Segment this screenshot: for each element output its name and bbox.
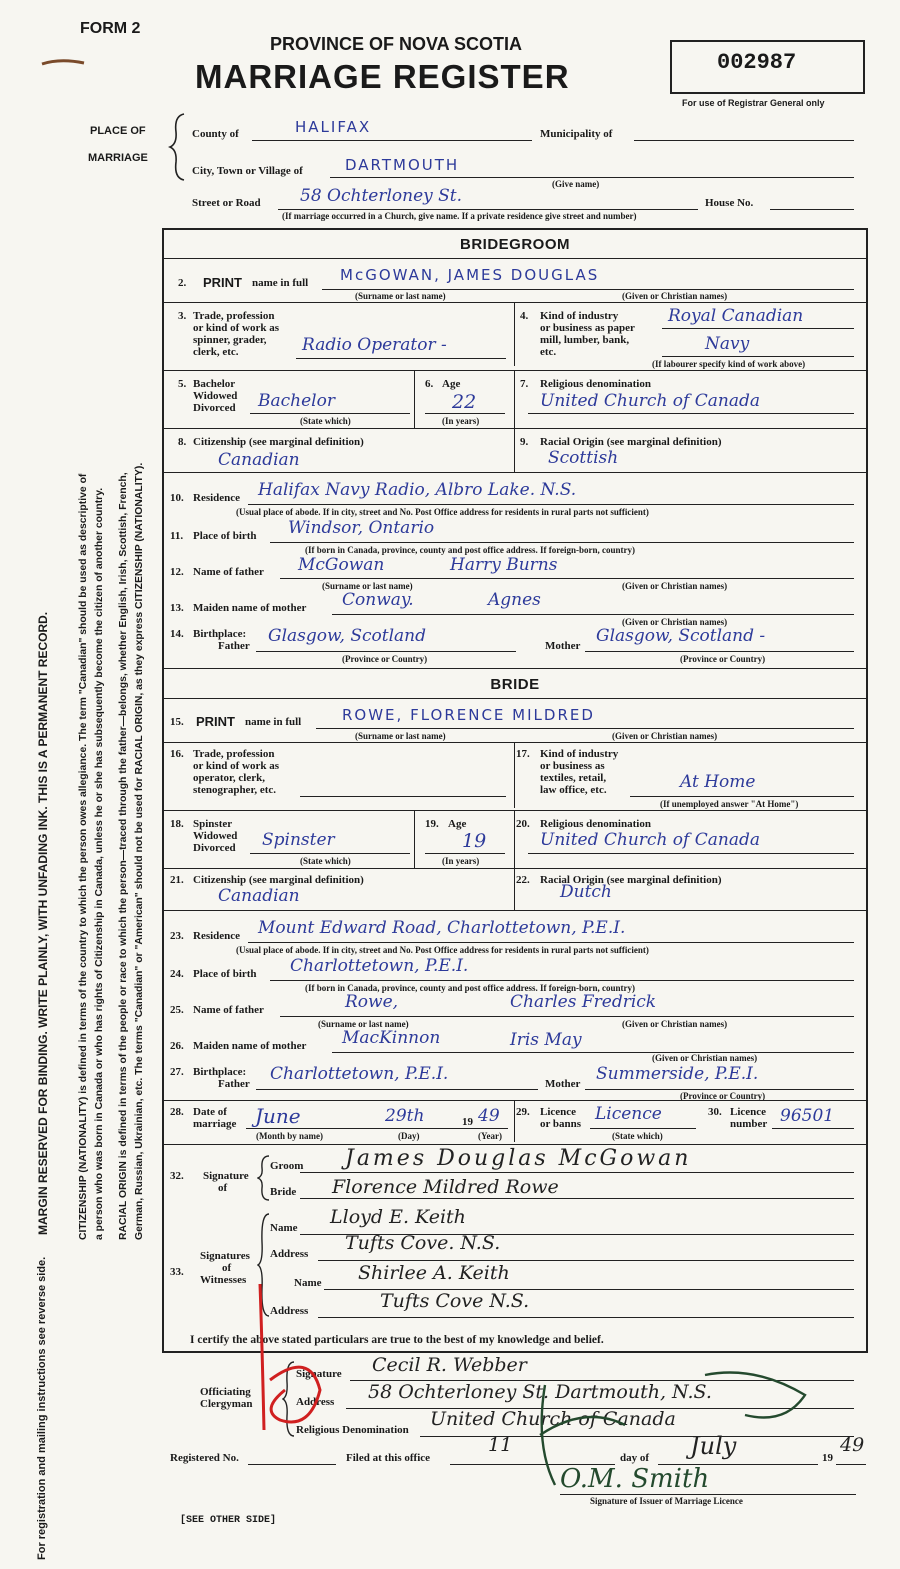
certify-text: I certify the above stated particulars are true to the best of my knowledge and belief. [190,1334,604,1346]
f12-surname-note: (Surname or last name) [322,581,413,591]
f13-number: 13. [170,602,184,614]
f14-mother-label: Mother [545,640,581,652]
f10-label: Residence [193,492,241,504]
clergy-signature: Cecil R. Webber [372,1354,527,1376]
f5-number: 5. [178,378,187,390]
bride-father-birthplace: Charlottetown, P.E.I. [270,1064,449,1084]
f21-label: Citizenship (see marginal definition) [193,874,364,886]
page-title: MARRIAGE REGISTER [195,58,570,95]
f5-label-3: Divorced [193,402,236,414]
f23-label: Residence [193,930,241,942]
f10-note: (Usual place of abode. If in city, street and No. Post Office address for residents in rural parts not sufficient) [236,507,649,517]
groom-mother-surname: Conway. [342,590,414,610]
f32-label-2: of [218,1182,228,1194]
f17-number: 17. [516,748,530,760]
f5-label-1: Bachelor [193,378,236,390]
f19-number: 19. [425,818,439,830]
filed-day: 11 [488,1434,513,1456]
f16-label-2: or kind of work as [193,760,279,772]
f30-label-2: number [730,1118,768,1130]
f4-label-3: mill, lumber, bank, [540,334,630,346]
licence-state-which: (State which) [612,1131,663,1141]
margin-text-5: RACIAL ORIGIN is defined in terms of the people or race to which the person—traced through the father—belongs, whether English, Irish, Scottish, French, [118,472,129,1240]
bride-surname-note: (Surname or last name) [355,731,446,741]
f12-given-note: (Given or Christian names) [622,581,728,591]
marriage-day: 29th [385,1106,425,1126]
groom-signature: James Douglas McGowan [345,1146,692,1171]
groom-age: 22 [452,391,477,413]
groom-in-years: (In years) [442,416,480,426]
f29-label-2: or banns [540,1118,582,1130]
f17-label-1: Kind of industry [540,748,619,760]
f17-label-3: textiles, retail, [540,772,607,784]
witness2-address: Tufts Cove N.S. [380,1290,530,1312]
f25-label: Name of father [193,1004,264,1016]
f28-number: 28. [170,1106,184,1118]
house-label: House No. [705,197,754,209]
f30-label-1: Licence [730,1106,767,1118]
city-label: City, Town or Village of [192,165,303,177]
f25-surname-note: (Surname or last name) [318,1019,409,1029]
f16-label-4: stenographer, etc. [193,784,276,796]
groom-status: Bachelor [258,391,335,411]
registered-label: Registered No. [170,1452,239,1464]
bride-birthplace: Charlottetown, P.E.I. [290,956,469,976]
f20-label: Religious denomination [540,818,651,830]
give-name-note: (Give name) [552,179,600,189]
groom-industry-1: Royal Canadian [668,306,804,326]
filed-year: 49 [840,1434,865,1456]
filed-year-prefix: 19 [822,1452,833,1464]
bride-status: Spinster [262,830,335,850]
f4-label-1: Kind of industry [540,310,619,322]
f11-note: (If born in Canada, province, county and post office address. If foreign-born, country) [305,545,636,555]
f5-label-2: Widowed [193,390,238,402]
f7-number: 7. [520,378,529,390]
f14-prov-note-1: (Province or Country) [342,654,428,664]
street-label: Street or Road [192,197,261,209]
issuer-signature: O.M. Smith [560,1464,710,1494]
f27-father-label: Father [218,1078,250,1090]
f16-label-1: Trade, profession [193,748,275,760]
margin-text-3: CITIZENSHIP (NATIONALITY) is defined in terms of the country to which the person owes allegiance. The term "Canadian" should be used as descriptive of [78,473,89,1240]
w2-name-label: Name [294,1277,322,1289]
marriage-label: MARRIAGE [88,152,148,164]
municipality-label: Municipality of [540,128,613,140]
f8-number: 8. [178,436,187,448]
f3-label-3: spinner, grader, [193,334,267,346]
f3-label-4: clerk, etc. [193,346,239,358]
f9-label: Racial Origin (see marginal definition) [540,436,722,448]
f28-label-2: marriage [193,1118,237,1130]
registrar-note: For use of Registrar General only [682,98,825,108]
clergy-sig-label: Signature [296,1368,342,1380]
pin-mark-icon [40,56,86,70]
marriage-year-prefix: 19 [462,1116,473,1128]
bridegroom-heading: BRIDEGROOM [460,236,570,253]
clergy-denom-label: Religious Denomination [296,1424,409,1436]
issuer-label: Signature of Issuer of Marriage Licence [590,1496,743,1506]
province-title: PROVINCE OF NOVA SCOTIA [270,34,523,54]
groom-residence: Halifax Navy Radio, Albro Lake. N.S. [258,480,577,500]
f16-number: 16. [170,748,184,760]
f28-label-1: Date of [193,1106,227,1118]
f4-label-4: etc. [540,346,557,358]
officiating-label-1: Officiating [200,1386,251,1398]
groom-surname-note: (Surname or last name) [355,291,446,301]
margin-text-4: a person who was born in Canada or who has rights of Citizenship in Canada, unless he or she has subsequently become the citizen of another country. [94,487,105,1240]
f3-label-1: Trade, profession [193,310,275,322]
f33-label-1: Signatures [200,1250,250,1262]
f9-number: 9. [520,436,529,448]
f23-note: (Usual place of abode. If in city, street and No. Post Office address for residents in rural parts not sufficient) [236,945,649,955]
f14-prov-note-2: (Province or Country) [680,654,766,664]
f33-label-2: of [222,1262,232,1274]
groom-birthplace: Windsor, Ontario [288,518,435,538]
f27-prov-note: (Province or Country) [680,1091,766,1101]
groom-citizenship: Canadian [218,450,300,470]
clergy-address-label: Address [296,1396,335,1408]
w1-name-label: Name [270,1222,298,1234]
f18-label-1: Spinster [193,818,233,830]
f7-label: Religious denomination [540,378,651,390]
f33-label-3: Witnesses [200,1274,247,1286]
f4-label-2: or business as paper [540,322,635,334]
f14-label: Birthplace: [193,628,247,640]
groom-father-birthplace: Glasgow, Scotland [268,626,426,646]
f29-label-1: Licence [540,1106,577,1118]
bride-father-surname: Rowe, [345,992,399,1012]
place-of-label: PLACE OF [90,125,146,137]
signature-brace-icon [257,1154,271,1202]
marriage-year: 49 [478,1106,500,1126]
margin-text-1: MARGIN RESERVED FOR BINDING. WRITE PLAINLY, WITH UNFADING INK. THIS IS A PERMANENT RECORD. [36,611,50,1235]
f22-label: Racial Origin (see marginal definition) [540,874,722,886]
place-brace-icon [168,112,188,182]
bride-sig-label: Bride [270,1186,297,1198]
groom-father-surname: McGowan [298,555,385,575]
register-number-box [670,40,865,94]
bride-in-years: (In years) [442,856,480,866]
bride-industry: At Home [680,772,756,792]
f11-number: 11. [170,530,184,542]
bride-mother-surname: MacKinnon [342,1028,441,1048]
filed-label: Filed at this office [346,1452,431,1464]
bride-signature: Florence Mildred Rowe [332,1176,559,1198]
f12-number: 12. [170,566,184,578]
f25-number: 25. [170,1004,184,1016]
margin-text-2: For registration and mailing instructions see reverse side. [36,1256,48,1560]
f4-number: 4. [520,310,529,322]
groom-sig-label: Groom [270,1160,304,1172]
officiating-label-2: Clergyman [200,1398,253,1410]
f8-label: Citizenship (see marginal definition) [193,436,364,448]
bride-religion: United Church of Canada [540,830,760,850]
groom-mother-given: Agnes [488,590,541,610]
w2-address-label: Address [270,1305,309,1317]
city-value: DARTMOUTH [345,156,460,174]
f22-number: 22. [516,874,530,886]
f17-note: (If unemployed answer "At Home") [660,799,799,809]
f12-label: Name of father [193,566,264,578]
clergy-address: 58 Ochterloney St. Dartmouth, N.S. [368,1381,712,1403]
bride-name: ROWE, FLORENCE MILDRED [342,706,595,724]
bride-mother-birthplace: Summerside, P.E.I. [596,1064,759,1084]
see-other-side: [SEE OTHER SIDE] [180,1515,277,1526]
f3-number: 3. [178,310,187,322]
bride-age: 19 [462,830,487,852]
f18-label-3: Divorced [193,842,236,854]
f13-label: Maiden name of mother [193,602,307,614]
f14-father-label: Father [218,640,250,652]
bride-citizenship: Canadian [218,886,300,906]
groom-origin: Scottish [548,448,619,468]
f15-print: PRINT [196,714,235,729]
f15-label: name in full [245,716,302,728]
year-note: (Year) [478,1131,502,1141]
licence-type: Licence [595,1104,662,1124]
bride-state-which: (State which) [300,856,351,866]
f24-note: (If born in Canada, province, county and post office address. If foreign-born, country) [305,983,636,993]
groom-trade: Radio Operator - [302,335,447,355]
form-label: FORM 2 [80,20,141,37]
w1-address-label: Address [270,1248,309,1260]
county-value: HALIFAX [295,118,372,136]
red-check-mark-icon [240,1280,330,1440]
f3-label-2: or kind of work as [193,322,279,334]
groom-father-given: Harry Burns [450,555,558,575]
f17-label-2: or business as [540,760,605,772]
f26-given-note: (Given or Christian names) [652,1053,758,1063]
f30-number: 30. [708,1106,722,1118]
f27-number: 27. [170,1066,184,1078]
day-of-label: day of [620,1452,650,1464]
groom-religion: United Church of Canada [540,391,760,411]
bride-father-given: Charles Fredrick [510,992,657,1012]
filed-month: July [690,1432,737,1460]
f17-label-4: law office, etc. [540,784,607,796]
f10-number: 10. [170,492,184,504]
f18-label-2: Widowed [193,830,238,842]
month-note: (Month by name) [256,1131,323,1141]
f32-label-1: Signature [203,1170,249,1182]
f11-label: Place of birth [193,530,257,542]
f13-given-note: (Given or Christian names) [622,617,728,627]
bride-mother-given: Iris May [510,1030,582,1050]
groom-mother-birthplace: Glasgow, Scotland - [596,626,766,646]
f14-number: 14. [170,628,184,640]
place-note: (If marriage occurred in a Church, give name. If a private residence give street and number) [282,211,637,221]
groom-industry-2: Navy [705,334,750,354]
witness1-address: Tufts Cove. N.S. [345,1232,501,1254]
f33-number: 33. [170,1266,184,1278]
f21-number: 21. [170,874,184,886]
f27-label: Birthplace: [193,1066,247,1078]
f26-number: 26. [170,1040,184,1052]
witness2-name: Shirlee A. Keith [358,1262,510,1284]
f16-label-3: operator, clerk, [193,772,265,784]
county-label: County of [192,128,239,140]
f27-mother-label: Mother [545,1078,581,1090]
witness1-name: Lloyd E. Keith [330,1206,466,1228]
f20-number: 20. [516,818,530,830]
f2-label: name in full [252,277,309,289]
register-number: 002987 [717,50,797,75]
clergy-denomination: United Church of Canada [430,1408,676,1430]
bride-residence: Mount Edward Road, Charlottetown, P.E.I. [258,918,626,938]
f18-number: 18. [170,818,184,830]
street-value: 58 Ochterloney St. [300,186,463,206]
marriage-month: June [255,1104,301,1128]
f25-given-note: (Given or Christian names) [622,1019,728,1029]
f6-number: 6. [425,378,434,390]
day-note: (Day) [398,1131,420,1141]
bride-origin: Dutch [560,882,612,902]
f2-print: PRINT [203,275,242,290]
bride-given-note: (Given or Christian names) [612,731,718,741]
groom-state-which: (State which) [300,416,351,426]
f2-number: 2. [178,277,187,289]
f19-label: Age [448,818,467,830]
f26-label: Maiden name of mother [193,1040,307,1052]
groom-name: McGOWAN, JAMES DOUGLAS [340,266,600,284]
f23-number: 23. [170,930,184,942]
f29-number: 29. [516,1106,530,1118]
f4-note: (If labourer specify kind of work above) [652,359,806,369]
f15-number: 15. [170,716,184,728]
f32-number: 32. [170,1170,184,1182]
bride-heading: BRIDE [490,676,540,693]
groom-given-note: (Given or Christian names) [622,291,728,301]
licence-number: 96501 [780,1106,835,1126]
f24-number: 24. [170,968,184,980]
f6-label: Age [442,378,461,390]
f24-label: Place of birth [193,968,257,980]
margin-text-6: German, Russian, Ukrainian, etc. The terms "Canadian" or "American" should not be used for RACIAL ORIGIN, as they express CITIZENSHIP (NATIONALITY). [134,462,145,1240]
